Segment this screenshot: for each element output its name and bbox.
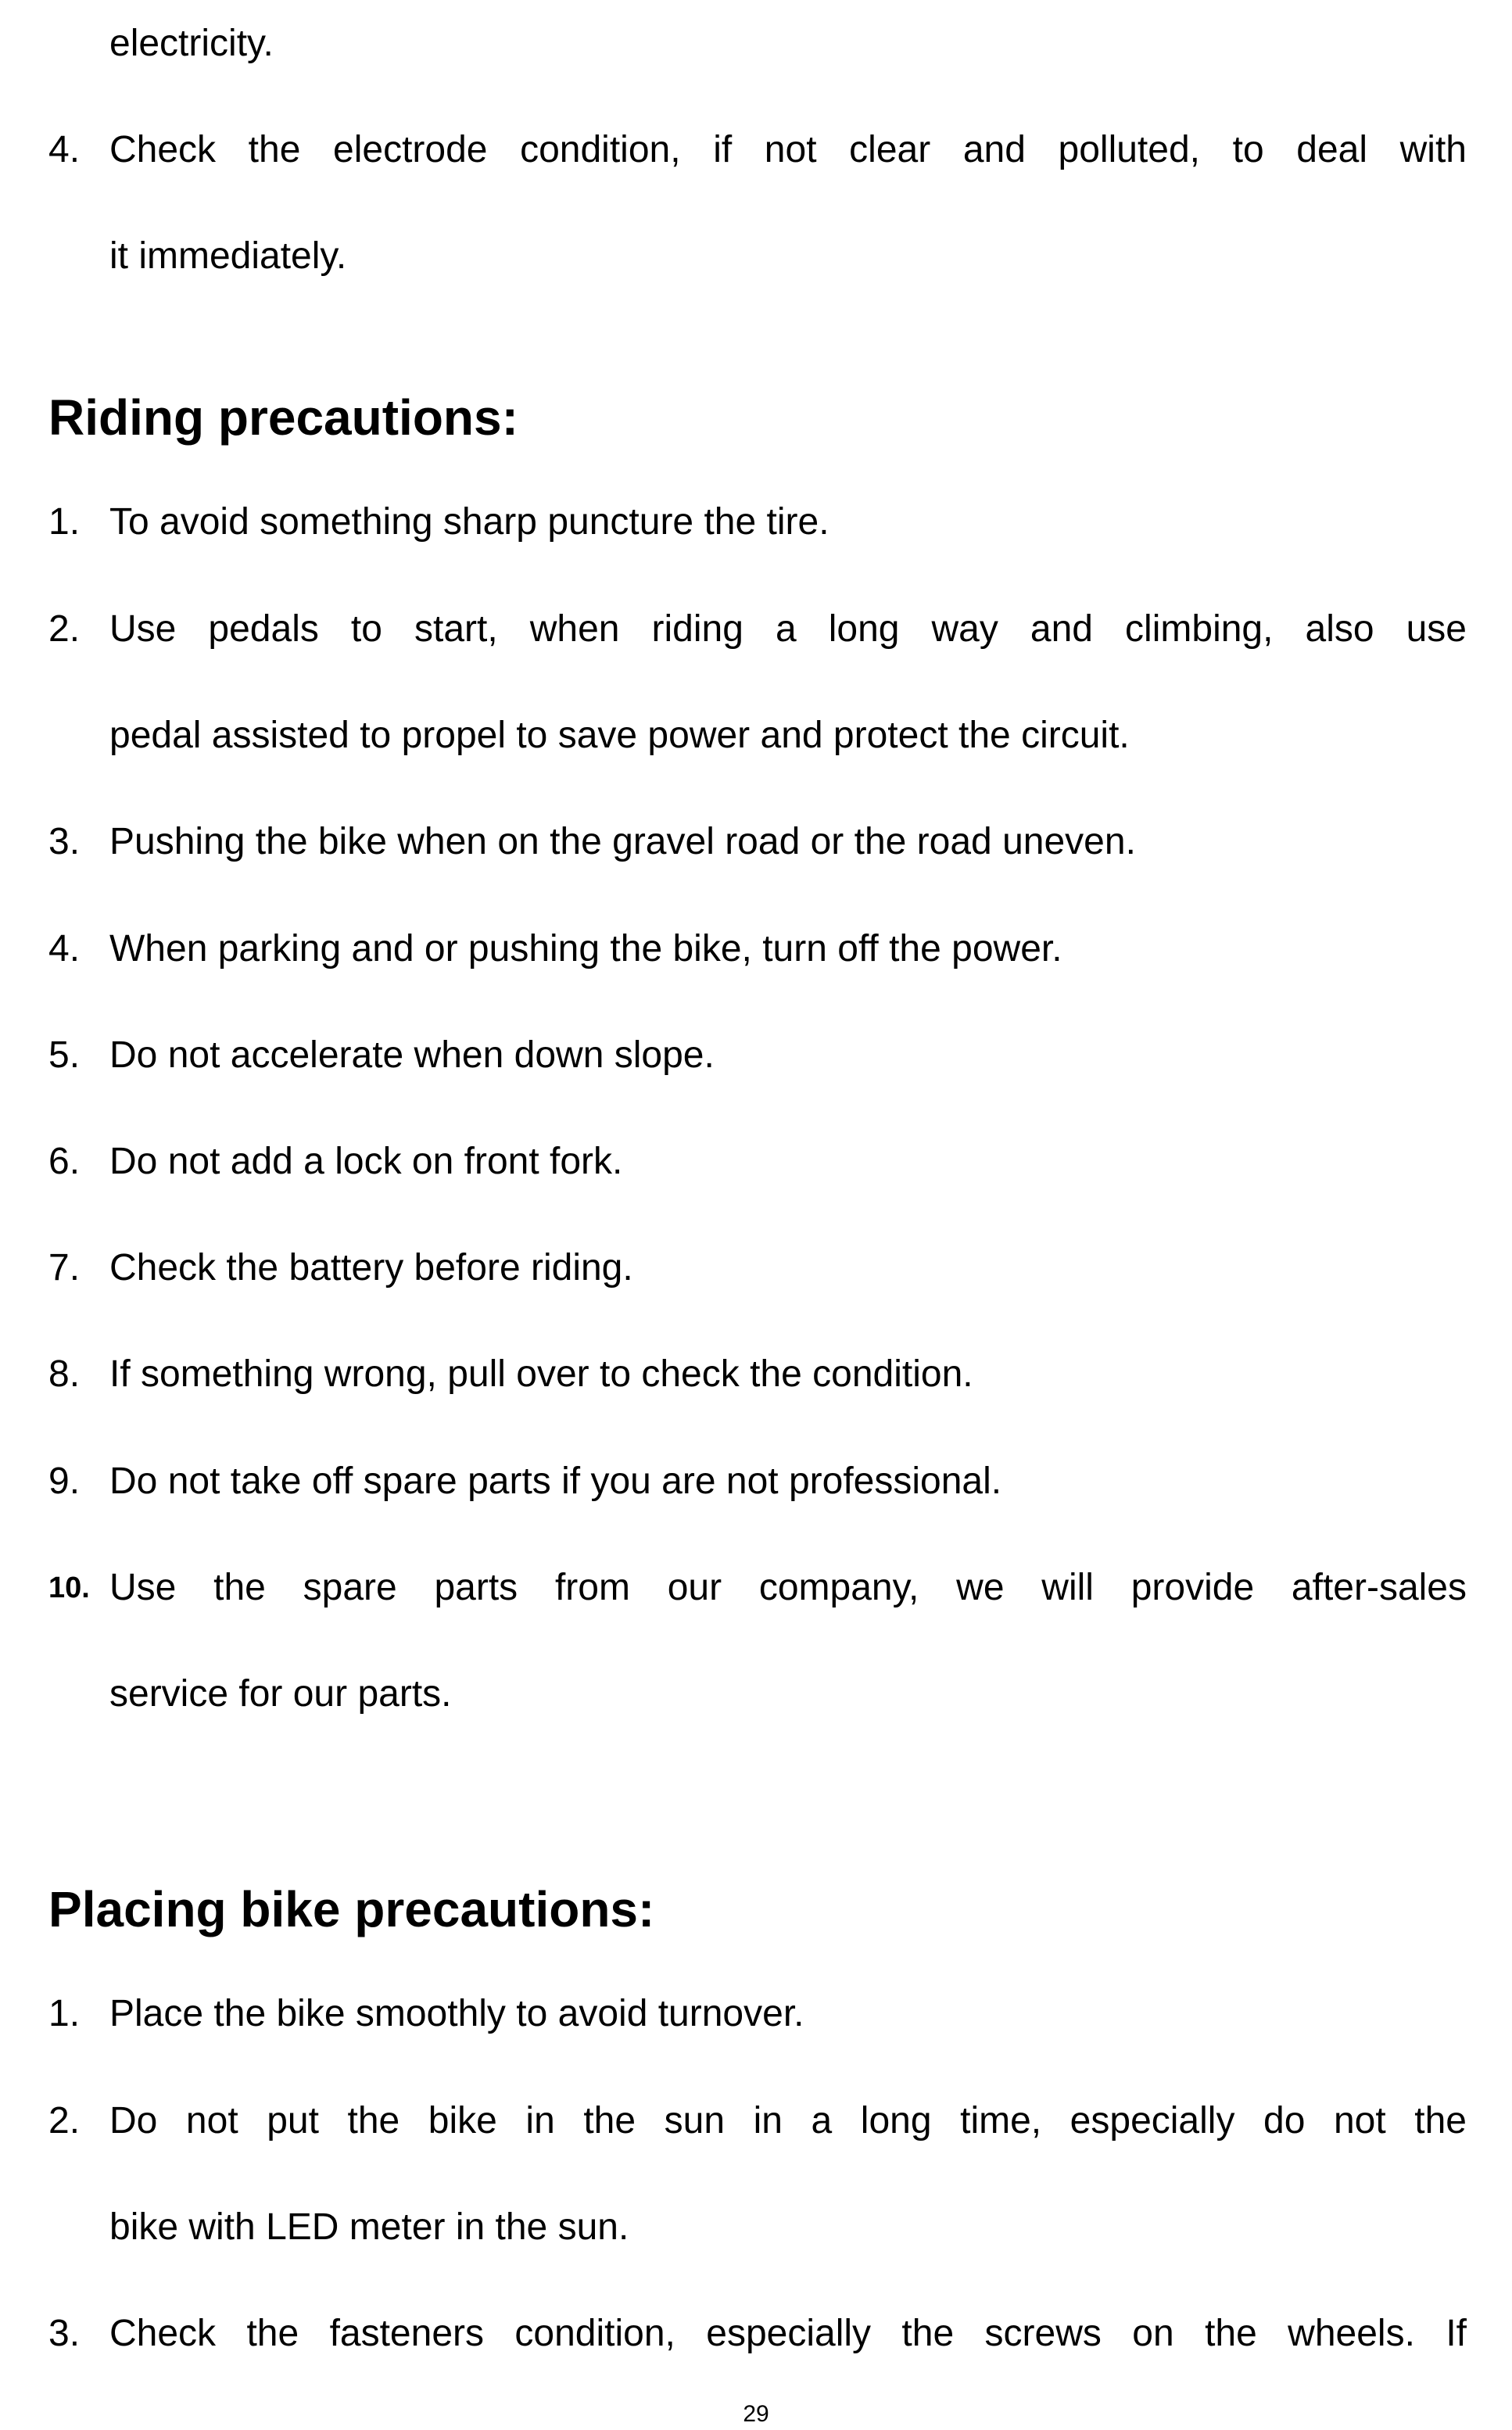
riding-item-10-line1: Use the spare parts from our company, we will provide after-sales xyxy=(109,1567,1467,1608)
riding-item-7-number: 7. xyxy=(48,1247,81,1288)
riding-item-2-number: 2. xyxy=(48,608,81,650)
riding-item-8-number: 8. xyxy=(48,1353,81,1395)
riding-item-8-text: If something wrong, pull over to check the condition. xyxy=(109,1353,973,1395)
riding-item-3-text: Pushing the bike when on the gravel road or the road uneven. xyxy=(109,821,1136,862)
riding-item-1-text: To avoid something sharp puncture the tire. xyxy=(109,501,829,543)
riding-item-6-number: 6. xyxy=(48,1141,81,1182)
riding-item-10-number: 10. xyxy=(48,1572,90,1604)
riding-item-5-number: 5. xyxy=(48,1034,81,1076)
riding-item-4-number: 4. xyxy=(48,928,81,969)
placing-item-2-line1: Do not put the bike in the sun in a long time, especially do not the xyxy=(109,2100,1467,2141)
intro-item-4-line2: it immediately. xyxy=(109,235,347,277)
placing-item-2-line2: bike with LED meter in the sun. xyxy=(109,2206,629,2248)
placing-item-1-number: 1. xyxy=(48,1993,81,2034)
intro-item-4-number: 4. xyxy=(48,129,81,170)
riding-item-9-number: 9. xyxy=(48,1461,81,1502)
continuation-text: electricity. xyxy=(109,23,274,64)
riding-item-1-number: 1. xyxy=(48,501,81,543)
placing-item-3-line1: Check the fasteners condition, especially the screws on the wheels. If xyxy=(109,2313,1467,2354)
page-number: 29 xyxy=(743,2401,769,2427)
riding-item-6-text: Do not add a lock on front fork. xyxy=(109,1141,623,1182)
placing-item-1-text: Place the bike smoothly to avoid turnover. xyxy=(109,1993,804,2034)
intro-item-4-line1: Check the electrode condition, if not clear and polluted, to deal with xyxy=(109,129,1467,170)
riding-item-10-line2: service for our parts. xyxy=(109,1673,452,1715)
riding-item-7-text: Check the battery before riding. xyxy=(109,1247,633,1288)
riding-item-4-text: When parking and or pushing the bike, turn off the power. xyxy=(109,928,1062,969)
riding-item-5-text: Do not accelerate when down slope. xyxy=(109,1034,715,1076)
placing-item-3-number: 3. xyxy=(48,2313,81,2354)
riding-item-2-line2: pedal assisted to propel to save power and protect the circuit. xyxy=(109,715,1130,756)
riding-precautions-heading: Riding precautions: xyxy=(48,389,518,446)
riding-item-2-line1: Use pedals to start, when riding a long way and climbing, also use xyxy=(109,608,1467,650)
placing-item-2-number: 2. xyxy=(48,2100,81,2141)
placing-precautions-heading: Placing bike precautions: xyxy=(48,1881,655,1937)
riding-item-3-number: 3. xyxy=(48,821,81,862)
riding-item-9-text: Do not take off spare parts if you are not professional. xyxy=(109,1461,1002,1502)
